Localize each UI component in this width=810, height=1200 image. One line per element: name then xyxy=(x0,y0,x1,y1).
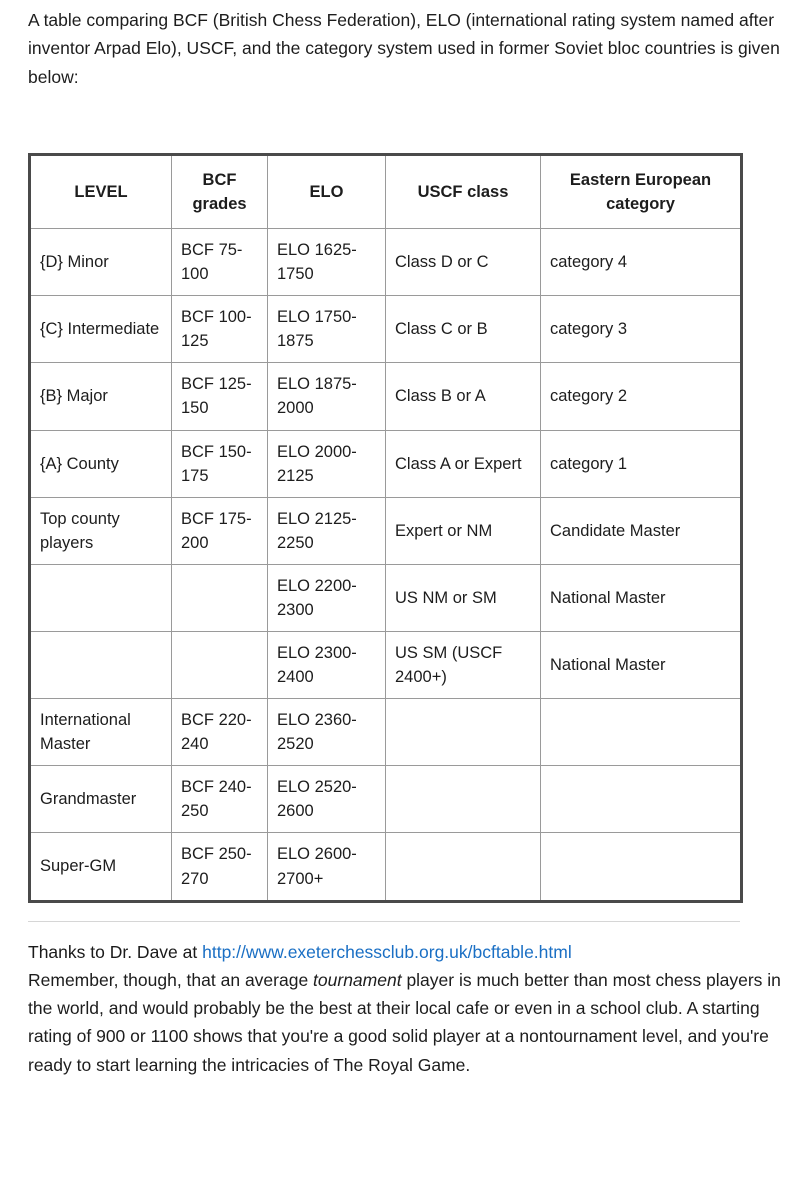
cell-category: National Master xyxy=(541,631,742,698)
cell-elo: ELO 2200-2300 xyxy=(268,564,386,631)
table-body xyxy=(30,229,742,902)
cell-bcf: BCF 75-100 xyxy=(172,229,268,296)
cell-elo: ELO 2300-2400 xyxy=(268,631,386,698)
cell-elo: ELO 2000-2125 xyxy=(268,430,386,497)
table-row xyxy=(30,497,742,564)
cell-bcf: BCF 100-125 xyxy=(172,296,268,363)
cell-uscf: Class A or Expert xyxy=(386,430,541,497)
cell-uscf xyxy=(386,766,541,833)
bottom-spacer xyxy=(28,1079,782,1097)
cell-uscf: Class C or B xyxy=(386,296,541,363)
table-row xyxy=(30,631,742,698)
cell-category: category 1 xyxy=(541,430,742,497)
cell-elo: ELO 1875-2000 xyxy=(268,363,386,430)
cell-level: Super-GM xyxy=(30,833,172,901)
table-row xyxy=(30,229,742,296)
column-header-elo: ELO xyxy=(268,155,386,229)
cell-level xyxy=(30,631,172,698)
cell-elo: ELO 2600-2700+ xyxy=(268,833,386,901)
closing-paragraph xyxy=(28,966,782,1079)
table-row xyxy=(30,766,742,833)
cell-level: {D} Minor xyxy=(30,229,172,296)
cell-uscf xyxy=(386,833,541,901)
cell-bcf: BCF 175-200 xyxy=(172,497,268,564)
exeter-chess-club-link[interactable]: http://www.exeterchessclub.org.uk/bcftable.html xyxy=(202,941,572,962)
cell-bcf xyxy=(172,564,268,631)
cell-bcf: BCF 250-270 xyxy=(172,833,268,901)
cell-category xyxy=(541,766,742,833)
cell-uscf xyxy=(386,699,541,766)
cell-uscf: US NM or SM xyxy=(386,564,541,631)
cell-level xyxy=(30,564,172,631)
closing-part1: Remember, though, that an average xyxy=(28,969,314,990)
table-row xyxy=(30,564,742,631)
credit-prefix: Thanks to Dr. Dave at xyxy=(28,941,203,962)
cell-category: category 4 xyxy=(541,229,742,296)
table-row xyxy=(30,833,742,901)
table-header xyxy=(30,155,742,229)
table-header-row xyxy=(30,155,742,229)
closing-emphasis: tournament xyxy=(313,969,402,990)
credit-line xyxy=(28,938,782,966)
cell-category: National Master xyxy=(541,564,742,631)
table-row xyxy=(30,363,742,430)
intro-paragraph: A table comparing BCF (British Chess Federation), ELO (international rating system named after inventor Arpad Elo), USCF, and the category system used in former Soviet bloc countries is given below: xyxy=(28,10,780,87)
cell-category: Candidate Master xyxy=(541,497,742,564)
cell-elo: ELO 2125-2250 xyxy=(268,497,386,564)
table-row xyxy=(30,430,742,497)
cell-bcf: BCF 150-175 xyxy=(172,430,268,497)
cell-bcf: BCF 220-240 xyxy=(172,699,268,766)
closing-part2: player is much better than most chess players in the world, and would probably be the best at their local cafe or even in a school club. A starting rating of 900 or 1100 shows that you're a good solid player at a nontournament level, and you're ready to start learning the intricacies of The Royal Game. xyxy=(28,969,781,1075)
cell-elo: ELO 1625-1750 xyxy=(268,229,386,296)
cell-uscf: Expert or NM xyxy=(386,497,541,564)
cell-category xyxy=(541,699,742,766)
cell-level: Grandmaster xyxy=(30,766,172,833)
cell-bcf xyxy=(172,631,268,698)
cell-level: {B} Major xyxy=(30,363,172,430)
cell-level: International Master xyxy=(30,699,172,766)
section-divider xyxy=(28,921,740,922)
cell-level: Top county players xyxy=(30,497,172,564)
cell-elo: ELO 2520-2600 xyxy=(268,766,386,833)
cell-category xyxy=(541,833,742,901)
column-header-uscf-class: USCF class xyxy=(386,155,541,229)
cell-bcf: BCF 240-250 xyxy=(172,766,268,833)
cell-level: {A} County xyxy=(30,430,172,497)
cell-elo: ELO 2360-2520 xyxy=(268,699,386,766)
table-row xyxy=(30,699,742,766)
rating-comparison-table xyxy=(28,153,743,903)
column-header-level: LEVEL xyxy=(30,155,172,229)
cell-category: category 3 xyxy=(541,296,742,363)
cell-bcf: BCF 125-150 xyxy=(172,363,268,430)
cell-uscf: US SM (USCF 2400+) xyxy=(386,631,541,698)
cell-elo: ELO 1750-1875 xyxy=(268,296,386,363)
table-spacer xyxy=(28,91,782,153)
column-header-eastern-european-category: Eastern European category xyxy=(541,155,742,229)
table-row xyxy=(30,296,742,363)
cell-category: category 2 xyxy=(541,363,742,430)
cell-level: {C} Intermediate xyxy=(30,296,172,363)
cell-uscf: Class B or A xyxy=(386,363,541,430)
column-header-bcf-grades: BCF grades xyxy=(172,155,268,229)
cell-uscf: Class D or C xyxy=(386,229,541,296)
